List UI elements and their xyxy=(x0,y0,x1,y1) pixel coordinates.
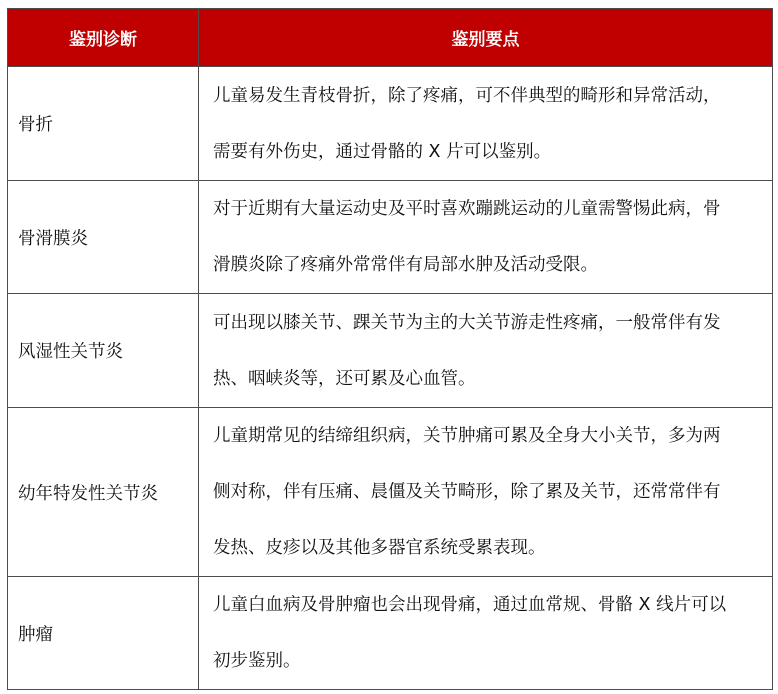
diagnosis-points: 儿童期常见的结缔组织病，关节肿痛可累及全身大小关节，多为两 侧对称，伴有压痛、晨僵及关节畸形，除了累及关节，还常常伴有 发热、皮疹以及其他多器官系统受累表现。 xyxy=(213,426,721,558)
diagnosis-name: 幼年特发性关节炎 xyxy=(8,408,199,577)
table-header-row xyxy=(8,9,773,67)
differential-diagnosis-table xyxy=(7,8,773,690)
diagnosis-points: 对于近期有大量运动史及平时喜欢蹦跳运动的儿童需警惕此病，骨 滑膜炎除了疼痛外常常伴有局部水肿及活动受限。 xyxy=(213,199,721,275)
table-row xyxy=(8,67,773,181)
diagnosis-name: 骨折 xyxy=(8,67,199,181)
diagnosis-points-cell xyxy=(199,294,773,408)
diagnosis-name: 风湿性关节炎 xyxy=(8,294,199,408)
diagnosis-points-cell xyxy=(199,67,773,181)
diagnosis-points: 可出现以膝关节、踝关节为主的大关节游走性疼痛，一般常伴有发 热、咽峡炎等，还可累及心血管。 xyxy=(213,312,721,389)
diagnosis-points-cell xyxy=(199,577,773,690)
header-points: 鉴别要点 xyxy=(199,9,773,67)
diagnosis-points: 儿童白血病及骨肿瘤也会出现骨痛，通过血常规、骨骼 X 线片可以 初步鉴别。 xyxy=(213,595,727,671)
table-row xyxy=(8,577,773,690)
diagnosis-points: 儿童易发生青枝骨折，除了疼痛，可不伴典型的畸形和异常活动， 需要有外伤史，通过骨骼的 X 片可以鉴别。 xyxy=(213,85,721,162)
table-row xyxy=(8,181,773,294)
diagnosis-name: 肿瘤 xyxy=(8,577,199,690)
table-row xyxy=(8,294,773,408)
diagnosis-points-cell xyxy=(199,181,773,294)
diagnosis-points-cell xyxy=(199,408,773,577)
table-row xyxy=(8,408,773,577)
diagnosis-name: 骨滑膜炎 xyxy=(8,181,199,294)
header-diagnosis: 鉴别诊断 xyxy=(8,9,199,67)
